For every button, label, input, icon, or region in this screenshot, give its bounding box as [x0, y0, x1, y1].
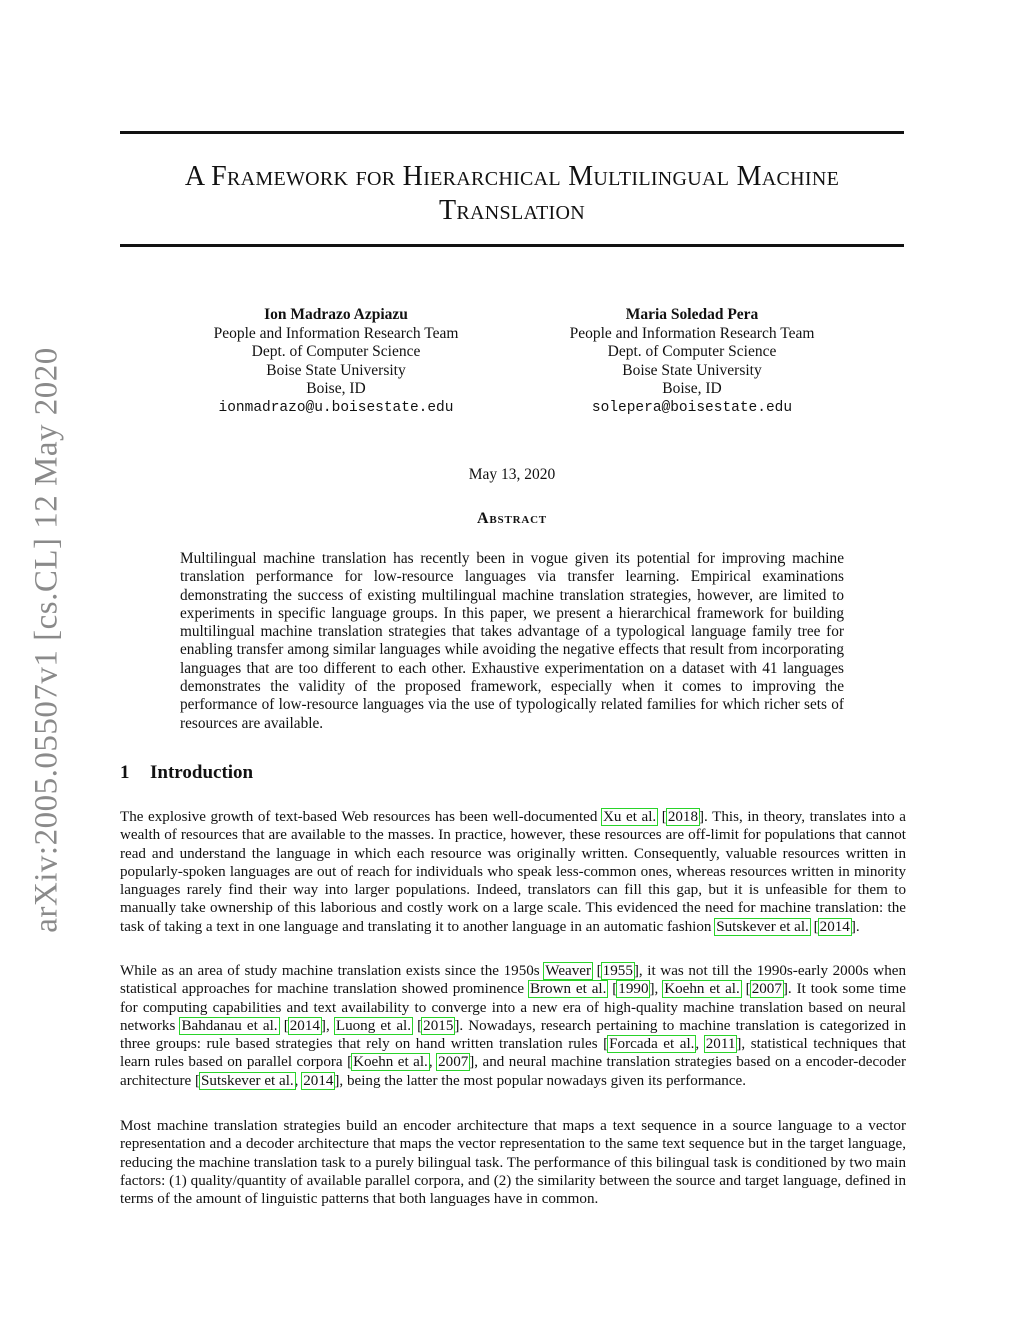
title-bottom-rule: [120, 244, 904, 247]
citation-year-link[interactable]: 1955: [602, 963, 633, 979]
author-team: People and Information Research Team: [213, 324, 459, 342]
citation-link[interactable]: Luong et al.: [335, 1017, 412, 1034]
citation-year-link[interactable]: 2018: [667, 809, 699, 825]
citation-year-link[interactable]: 2014: [819, 918, 850, 935]
abstract-heading: Abstract: [477, 510, 547, 527]
author-team: People and Information Research Team: [569, 324, 815, 342]
citation-year-link[interactable]: 2014: [303, 1072, 334, 1089]
paragraph-text: ], statistical techniques that learn rules based on parallel corpora [: [120, 1036, 907, 1071]
intro-paragraph-2: [120, 962, 906, 1090]
arxiv-identifier-stamp: arXiv:2005.05507v1 [cs.CL] 12 May 2020: [28, 347, 65, 933]
author-location: Boise, ID: [662, 380, 722, 397]
paragraph-text: ,: [695, 1036, 705, 1053]
citation-year-link[interactable]: 2007: [438, 1054, 469, 1071]
section-heading-introduction: [120, 762, 253, 784]
section-title: Introduction: [150, 762, 254, 783]
paragraph-text: ].: [850, 918, 860, 935]
citation-link[interactable]: Forcada et al.: [609, 1036, 695, 1053]
author-dept: Dept. of Computer Science: [607, 343, 777, 360]
abstract-text: Multilingual machine translation has recently been in vogue given its potential for improving machine translation performance for low-resource languages via transfer learning. Empirical examinations demonstrating the success of existing multilingual machine translation strategies, however, are limited to experiments in specific language groups. In this paper, we present a hierarchical framework for building multilingual machine translation strategies that takes advantage of a typological language family tree for enabling transfer among similar languages while avoiding the negative effects that result from incorporating languages that are too different to each other. Exhaustive experimentation on a dataset with 41 languages demonstrates the validity of the proposed framework, especially when it comes to improving the performance of low-resource languages via the use of typologically related families for which richer sets of resources are available.: [180, 550, 844, 732]
paragraph-text: ]. It took some time for computing capabilities and text availability to converge into a new era of high-quality machine translation based on neural networks: [120, 981, 906, 1034]
citation-year-link[interactable]: 1990: [618, 981, 649, 998]
paragraph-text: ],: [649, 981, 664, 998]
title-line-1: A Framework for Hierarchical Multilingual Machine: [184, 161, 840, 192]
citation-year-link[interactable]: 2014: [289, 1017, 320, 1034]
paragraph-text: [: [809, 918, 819, 935]
author-dept: Dept. of Computer Science: [251, 343, 421, 360]
title-line-2: Translation: [439, 195, 585, 226]
paragraph-text: ]. Nowadays, research pertaining to machine translation is categorized in three groups: rule based strategies that rely on hand written translation rules [: [120, 1017, 907, 1053]
author-name: Ion Madrazo Azpiazu: [264, 306, 408, 323]
author-university: Boise State University: [266, 361, 406, 379]
citation-year-link[interactable]: 2011: [705, 1036, 736, 1053]
section-number: 1: [120, 762, 130, 783]
intro-paragraph-3: Most machine translation strategies build an encoder architecture that maps a text sequence in a source language to a vector representation and a decoder architecture that maps the vector representation to the same text sequence but in the target language, reducing the machine translation task to a purely bilingual task. The performance of this bilingual task is conditioned by two main factors: (1) quality/quantity of available parallel corpora, and (2) the similarity between the source and target language, defined in terms of the amount of linguistic patterns that both languages have in common.: [120, 1118, 906, 1208]
citation-link[interactable]: Sutskever et al.: [716, 918, 809, 935]
author-name: Maria Soledad Pera: [625, 306, 759, 323]
citation-link[interactable]: Koehn et al.: [353, 1054, 428, 1071]
citation-year-link[interactable]: 2007: [751, 981, 782, 998]
author-block-2: [522, 306, 862, 417]
citation-link[interactable]: Sutskever et al.: [201, 1072, 294, 1089]
paragraph-text: ], it was not till the 1990s-early 2000s when statistical approaches for machine translation showed prominence: [120, 963, 906, 998]
author-email[interactable]: ionmadrazo@u.boisestate.edu: [218, 399, 454, 416]
author-location: Boise, ID: [306, 380, 366, 397]
paragraph-text: The explosive growth of text-based Web resources has been well-documented: [120, 809, 602, 825]
paragraph-text: ]. This, in theory, translates into a wealth of resources that are available to the masses. In practice, however, these resources are off-limit for populations that cannot read and understand the language in which each resource was originally written. Consequently, valuable resources written in popularly-spoken languages are out of reach for individuals who speak less-common ones, whereas resources written in minority languages rarely find their way into larger populations. Indeed, translators can fill this gap, but it is unfeasible for them to manually take ownership of this laborious and costly work on a large scale. This evidenced the need for machine translation: the task of taking a text in one language and translating it to another language in an automatic fashion: [120, 809, 906, 935]
author-email[interactable]: solepera@boisestate.edu: [591, 399, 793, 416]
title-top-rule: [120, 131, 904, 134]
paragraph-text: ], and neural machine translation strategies based on a encoder-decoder architecture [: [120, 1054, 906, 1089]
paragraph-text: [: [412, 1017, 423, 1034]
intro-paragraph-1: [120, 808, 906, 936]
citation-link[interactable]: Xu et al.: [603, 809, 657, 825]
citation-link[interactable]: Brown et al.: [529, 981, 607, 998]
citation-link[interactable]: Bahdanau et al.: [181, 1017, 278, 1034]
paper-date: May 13, 2020: [468, 466, 556, 483]
citation-year-link[interactable]: 2015: [423, 1017, 454, 1034]
paragraph-text: While as an area of study machine translation exists since the 1950s: [120, 963, 545, 979]
paper-title: [120, 160, 904, 228]
citation-link[interactable]: Koehn et al.: [664, 981, 740, 998]
paragraph-text: ], being the latter the most popular nowadays given its performance.: [334, 1072, 747, 1089]
paragraph-text: [: [278, 1017, 289, 1034]
citation-link[interactable]: Weaver: [545, 963, 592, 979]
paragraph-text: [: [657, 809, 667, 825]
paragraph-text: [: [740, 981, 751, 998]
author-block-1: [166, 306, 506, 417]
paragraph-text: [: [592, 963, 602, 979]
paragraph-text: ],: [320, 1017, 335, 1034]
paragraph-text: ,: [294, 1072, 303, 1089]
paragraph-text: [: [607, 981, 618, 998]
paragraph-text: ,: [428, 1054, 438, 1071]
author-university: Boise State University: [622, 361, 762, 379]
